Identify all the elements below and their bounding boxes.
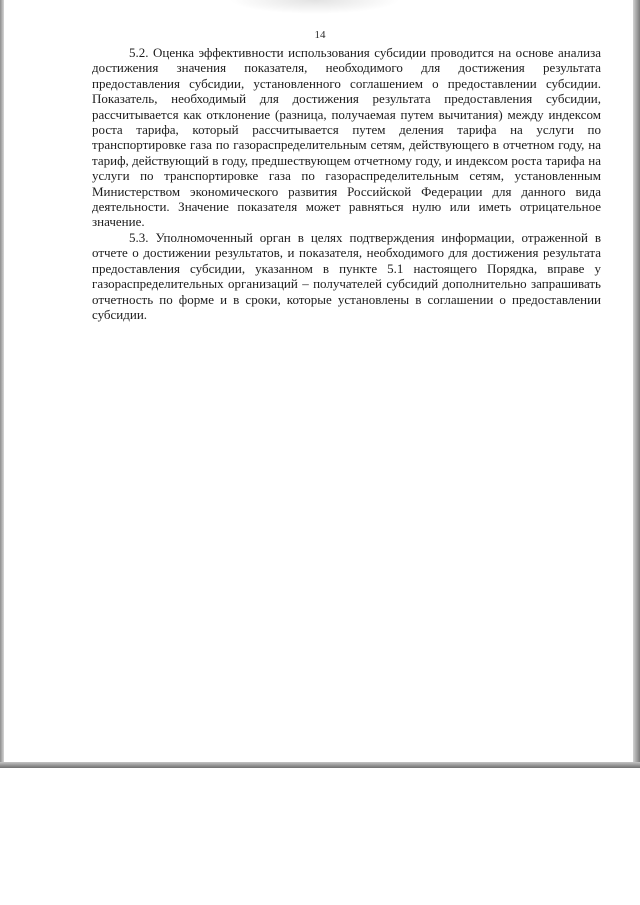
scan-bottom-edge (0, 762, 640, 768)
paragraph-5-3: 5.3. Уполномоченный орган в целях подтверждения информации, отраженной в отчете о достижении результатов, и показателя, необходимого для достижения результата предоставления субсидии, указанном в пункте 5.1 настоящего Порядка, вправе у газораспределительных организаций – получателей субсидий дополнительно запрашивать отчетность по форме и в сроки, которые установлены в соглашении о предоставлении субсидии. (92, 229, 601, 322)
scan-left-edge (0, 0, 4, 768)
scan-right-edge (633, 0, 640, 768)
scan-top-shadow (230, 0, 400, 14)
paragraph-5-2: 5.2. Оценка эффективности использования субсидии проводится на основе анализа достижения значения показателя, необходимого для достижения результата предоставления субсидии, установленного соглашением о предоставлении субсидии. Показатель, необходимый для достижения результата предоставления субсидии, рассчитывается как отклонение (разница, получаемая путем вычитания) между индексом роста тарифа, который рассчитывается путем деления тарифа на услуги по транспортировке газа по газораспределительным сетям, действующего в отчетном году, на тариф, действующий в году, предшествующем отчетному году, и индексом роста тарифа на услуги по транспортировке газа по газораспределительным сетям, установленным Министерством экономического развития Российской Федерации для данного вида деятельности. Значение показателя может равняться нулю или иметь отрицательное значение. (92, 45, 601, 230)
page-number: 14 (314, 29, 326, 41)
document-body (92, 45, 601, 322)
